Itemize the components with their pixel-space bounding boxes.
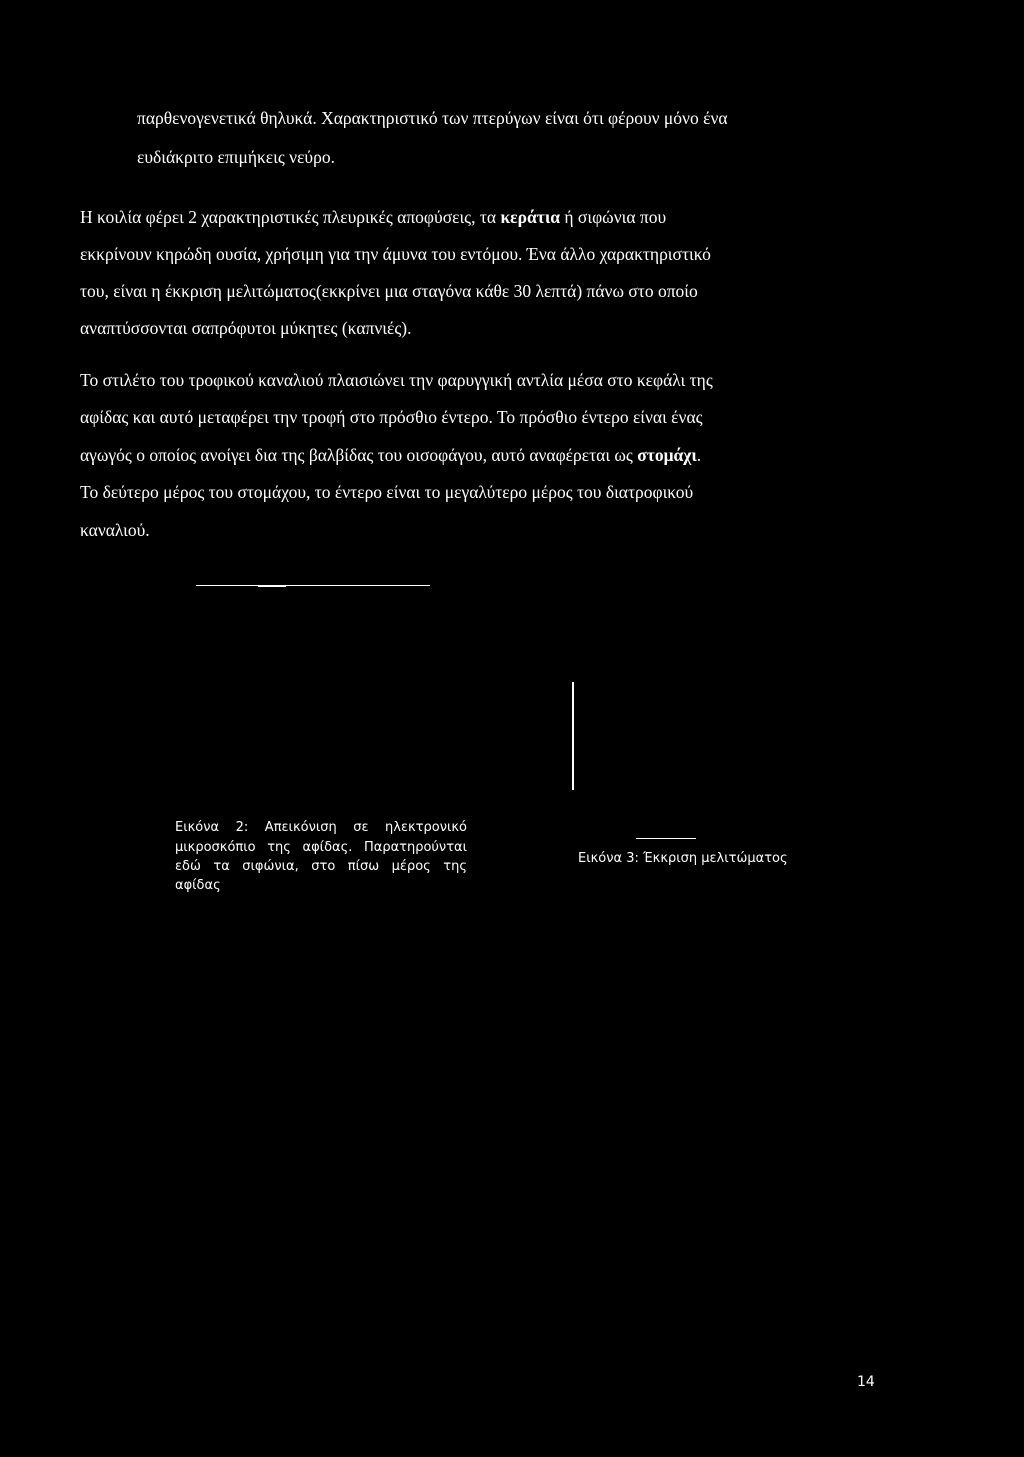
stomachi-term: στομάχι [637, 445, 697, 465]
paragraph-3-line-4: Το δεύτερο μέρος του στομάχου, το έντερο είναι το μεγαλύτερο μέρος του διατροφικού [80, 482, 694, 502]
figure-2-caption-line-1: Εικόνα 2: Απεικόνιση σε ηλεκτρονικό [175, 820, 467, 835]
paragraph-3-line-5: καναλιού. [80, 520, 150, 540]
paragraph-1-line-1: παρθενογενετικά θηλυκά. Χαρακτηριστικό των πτερύγων είναι ότι φέρουν μόνο ένα [137, 108, 728, 128]
paragraph-3-line-3 [80, 443, 701, 467]
paragraph-2-line-2: εκκρίνουν κηρώδη ουσία, χρήσιμη για την άμυνα του εντόμου. Ένα άλλο χαρακτηριστικό [80, 244, 711, 264]
paragraph-3-line-1: Το στιλέτο του τροφικού καναλιού πλαισιώνει την φαρυγγική αντλία μέσα στο κεφάλι της [80, 370, 713, 390]
figure-divider-line [572, 682, 574, 790]
keratia-term: κεράτια [500, 207, 561, 227]
figure-3-caption: Εικόνα 3: Έκκριση μελιτώματος [578, 851, 788, 866]
paragraph-2-line-1 [80, 205, 882, 229]
paragraph-3-line-3-period: . [696, 445, 702, 465]
figure-2-caption-line-3: εδώ τα σιφώνια, στο πίσω μέρος της [175, 859, 467, 874]
figure-3-top-rule [636, 838, 696, 839]
paragraph-2-line-4: αναπτύσσονται σαπρόφυτοι μύκητες (καπνιές). [80, 318, 412, 338]
paragraph-2-line-1-text-a: Η κοιλία φέρει 2 χαρακτηριστικές πλευρικές αποφύσεις, τα [80, 207, 497, 227]
figure-2-caption-line-2: μικροσκόπιο της αφίδας. Παρατηρούνται [175, 840, 467, 855]
paragraph-2-line-1-text-b: ή σιφώνια που [564, 207, 667, 227]
page-number: 14 [857, 1374, 875, 1390]
paragraph-3-line-2: αφίδας και αυτό μεταφέρει την τροφή στο πρόσθιο έντερο. Το πρόσθιο έντερο είναι ένας [80, 407, 703, 427]
figure-top-rule-mark [258, 586, 286, 587]
paragraph-3-line-3-text: αγωγός ο οποίος ανοίγει δια της βαλβίδας του οισοφάγου, αυτό αναφέρεται ως [80, 445, 633, 465]
paragraph-2-line-3: του, είναι η έκκριση μελιτώματος(εκκρίνει μια σταγόνα κάθε 30 λεπτά) πάνω στο οποίο [80, 281, 698, 301]
paragraph-1-line-2: ευδιάκριτο επιμήκεις νεύρο. [137, 147, 335, 167]
figure-2-caption-line-4: αφίδας [175, 878, 221, 893]
figure-top-rule [196, 585, 430, 586]
